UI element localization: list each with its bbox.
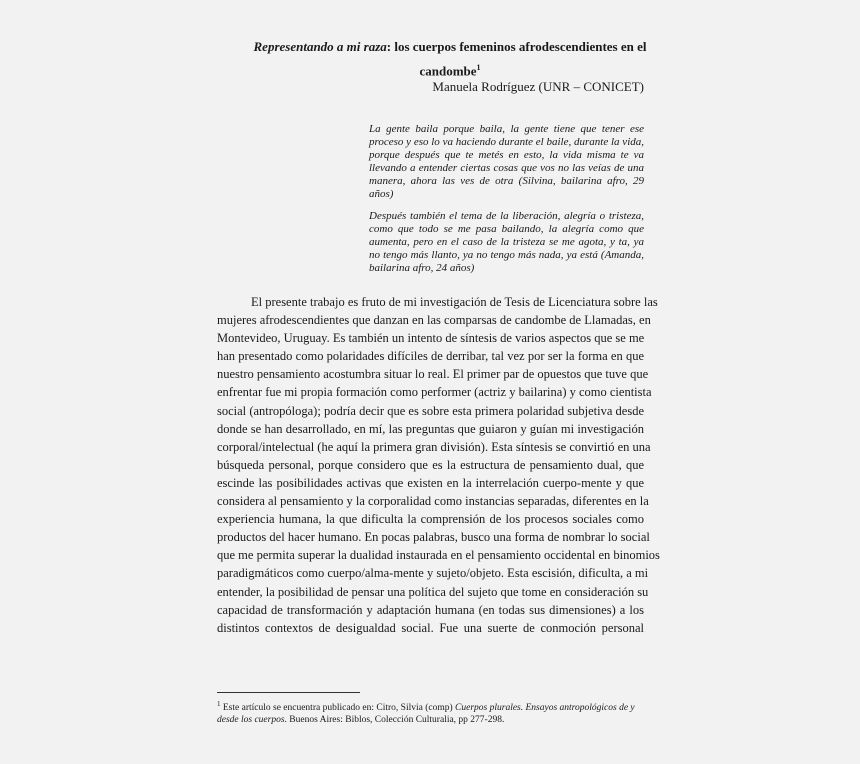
- body-line: distintos contextos de desigualdad social. Fue una suerte de conmoción personal: [217, 620, 644, 635]
- body-line: enfrentar fue mi propia formación como performer (actriz y bailarina) y como cientista: [217, 385, 652, 400]
- epigraph-quote-1: La gente baila porque baila, la gente tiene que tener ese proceso y eso lo va haciendo durante el baile, durante la vida, porque después que te metés en esto, la vida misma te va llevando a entender ciertas cosas que vos no las veías de una manera, ahora las ves de otra (Silvina, bailarina afro, 29 años): [369, 123, 644, 200]
- title-rest: : los cuerpos femeninos afrodescendientes en el: [386, 39, 647, 54]
- footnote: [217, 698, 644, 726]
- article-title: [230, 36, 670, 81]
- body-line: nuestro pensamiento acostumbra situar lo real. El primer par de opuestos que tuve que: [217, 367, 649, 382]
- body-line: escinde las posibilidades activas que existen en la interrelación cuerpo-mente y que: [217, 475, 644, 490]
- title-footnote-mark: 1: [476, 63, 481, 72]
- body-paragraph: [217, 293, 660, 637]
- body-line: corporal/intelectual (he aquí la primera gran división). Esta síntesis se convirtió en una: [217, 439, 651, 454]
- body-line: que me permita superar la dualidad instaurada en el pensamiento occidental en binomios: [217, 548, 660, 563]
- body-line: entender, la posibilidad de pensar una política del sujeto que tome en consideración su: [217, 584, 649, 599]
- body-line: productos del hacer humano. En pocas palabras, busco una forma de nombrar lo social: [217, 530, 650, 545]
- body-line: donde se han desarrollado, en mí, las preguntas que guiaron y guían mi investigación: [217, 421, 644, 436]
- footnote-book-title: Cuerpos plurales. Ensayos antropológicos de y desde los cuerpos: [217, 703, 635, 726]
- epigraph-quote-2: Después también el tema de la liberación, alegría o tristeza, como que todo se me pasa bailando, la alegría como que aumenta, pero en el caso de la tristeza se me agota, y ta, ya no tengo más llanto, ya no tengo más nada, ya está (Amanda, bailarina afro, 24 años): [369, 210, 644, 274]
- body-line: paradigmáticos como cuerpo/alma-mente y sujeto/objeto. Esta escisión, dificulta, a mi: [217, 566, 649, 581]
- body-line: Montevideo, Uruguay. Es también un intento de síntesis de varios aspectos que se me: [217, 331, 645, 346]
- footnote-text-b: . Buenos Aires: Biblos, Colección Culturalia, pp 277-298.: [284, 715, 505, 726]
- body-line: mujeres afrodescendientes que danzan en las comparsas de candombe de Llamadas, en: [217, 313, 651, 328]
- author-line: Manuela Rodríguez (UNR – CONICET): [432, 79, 644, 94]
- footnote-mark: 1: [217, 700, 221, 708]
- body-line: El presente trabajo es fruto de mi investigación de Tesis de Licenciatura sobre las: [251, 295, 658, 309]
- body-line: capacidad de transformación y adaptación humana (en todas sus dimensiones) a los: [217, 602, 644, 617]
- body-line: social (antropóloga); podría decir que es sobre esta primera polaridad subjetiva desde: [217, 403, 644, 418]
- title-italic: Representando a mi raza: [253, 39, 387, 54]
- footnote-divider: [217, 692, 360, 693]
- body-line: experiencia humana, la que dificulta la comprensión de los procesos sociales como: [217, 512, 644, 527]
- title-line2: candombe: [419, 63, 477, 79]
- footnote-text-a: Este artículo se encuentra publicado en: Citro, Silvia (comp): [220, 703, 456, 714]
- body-line: búsqueda personal, porque considero que es la estructura de pensamiento dual, que: [217, 457, 644, 472]
- body-line: han presentado como polaridades difíciles de derribar, tal vez por ser la forma en que: [217, 349, 644, 364]
- body-line: considera al pensamiento y la corporalidad como instancias separadas, diferentes en la: [217, 494, 649, 509]
